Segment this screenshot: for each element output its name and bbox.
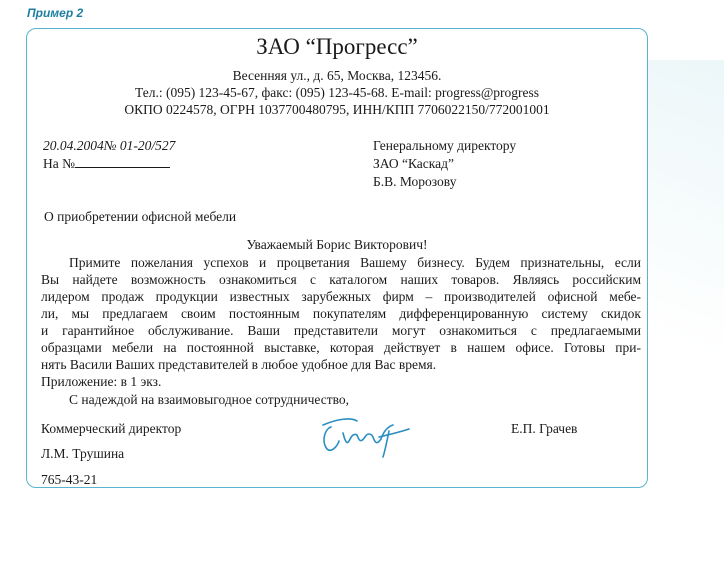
letter-sheet: [26, 28, 648, 488]
body-line: Вы найдете возможность ознакомиться с каталогом наших товаров. Являясь российским: [41, 272, 641, 287]
body-line: образцами мебели на постоянной выставке, которая действует в нашем офисе. Готовы при-: [41, 340, 641, 355]
addressee-company: ЗАО “Каскад”: [373, 156, 454, 171]
document-reference-label: На №: [43, 156, 75, 171]
executor-phone: 765-43-21: [41, 472, 98, 487]
signer-name: Е.П. Грачев: [511, 421, 578, 436]
body-line: ли, мы предлагаем своим постоянным покупателям дифференцированную систему скидок: [41, 306, 641, 321]
reference-blank-line: [75, 156, 170, 168]
company-address: Весенняя ул., д. 65, Москва, 123456.: [232, 68, 442, 83]
signer-title: Коммерческий директор: [41, 421, 182, 436]
body-line: лидером продаж продукции известных зарубежных фирм – производителей офисной мебе-: [41, 289, 641, 304]
company-contacts: Тел.: (095) 123-45-67, факс: (095) 123-45-68. E-mail: progress@progress: [134, 85, 540, 100]
addressee-name: Б.В. Морозову: [373, 174, 457, 189]
executor-name: Л.М. Трушина: [41, 446, 125, 461]
example-label: Пример 2: [27, 6, 84, 20]
handwritten-signature: [317, 411, 417, 459]
document-date-number: 20.04.2004№ 01-20/527: [43, 138, 176, 153]
document-reference: [43, 156, 170, 172]
letter-salutation: Уважаемый Борис Викторович!: [246, 237, 428, 252]
body-line: Примите пожелания успехов и процветания Вашему бизнесу. Будем признательны, если: [69, 255, 641, 270]
company-name: ЗАО “Прогресс”: [256, 34, 418, 59]
letter-subject: О приобретении офисной мебели: [44, 209, 237, 224]
closing-phrase: С надеждой на взаимовыгодное сотрудничество,: [69, 392, 350, 407]
addressee-position: Генеральному директору: [373, 138, 517, 153]
body-line: нять Васили Ваших представителей в любое удобное для Вас время.: [41, 357, 437, 372]
letter-body: [41, 254, 641, 408]
body-line: и гарантийное обслуживание. Ваши представители могут ознакомиться с предлагаемыми: [41, 323, 641, 338]
attachment-note: Приложение: в 1 экз.: [41, 374, 162, 389]
company-codes: ОКПО 0224578, ОГРН 1037700480795, ИНН/КПП 7706022150/772001001: [124, 102, 550, 117]
